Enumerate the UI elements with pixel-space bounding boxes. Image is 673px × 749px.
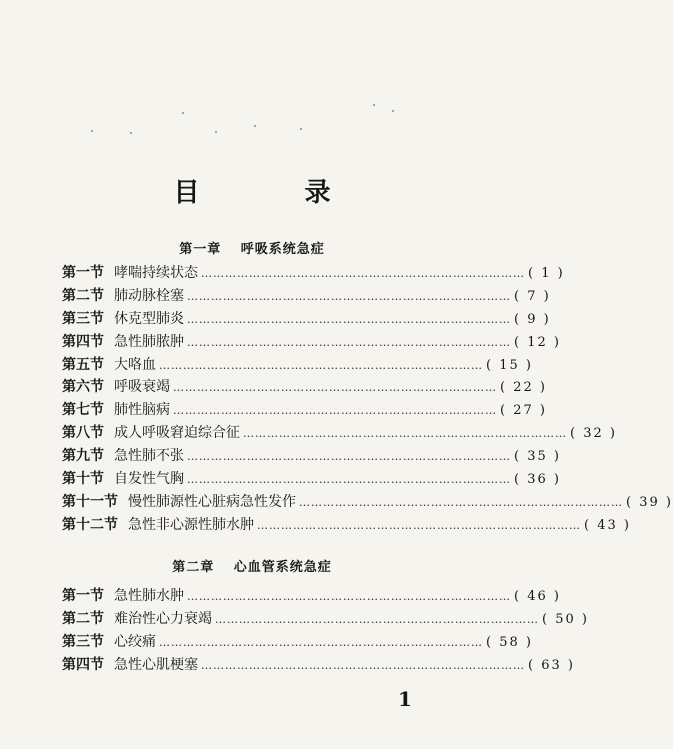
chapter-name: 呼吸系统急症 bbox=[240, 242, 325, 257]
page-number: ( 35 ) bbox=[514, 449, 561, 465]
section-number: 第八节 bbox=[62, 425, 104, 442]
toc-entry[interactable] bbox=[62, 608, 589, 631]
section-number: 第七节 bbox=[62, 402, 104, 419]
section-title: 急性非心源性肺水肿 bbox=[128, 516, 254, 533]
toc-entry[interactable] bbox=[62, 376, 547, 399]
page-number: ( 12 ) bbox=[514, 334, 561, 350]
page-number: ( 50 ) bbox=[542, 611, 589, 627]
section-title: 休克型肺炎 bbox=[114, 310, 184, 327]
chapter-heading-1 bbox=[0, 238, 504, 257]
section-number: 第六节 bbox=[62, 379, 104, 396]
section-number: 第五节 bbox=[62, 356, 104, 373]
page-number: ( 27 ) bbox=[500, 403, 547, 419]
section-number: 第九节 bbox=[62, 448, 104, 465]
toc-entry[interactable] bbox=[62, 308, 551, 331]
section-number: 第二节 bbox=[62, 287, 104, 304]
page-number: ( 63 ) bbox=[528, 657, 575, 673]
scan-speck bbox=[300, 128, 302, 130]
scan-speck bbox=[215, 131, 217, 133]
section-title: 肺性脑病 bbox=[114, 402, 170, 419]
scan-speck bbox=[182, 112, 184, 114]
toc-entry[interactable] bbox=[62, 491, 673, 514]
folio-number: 1 bbox=[398, 687, 412, 711]
dot-leader: ……………………………………………………………………… bbox=[187, 473, 511, 487]
page-title: 目 录 bbox=[173, 178, 379, 208]
dot-leader: ……………………………………………………………………… bbox=[187, 590, 511, 603]
section-title: 肺动脉栓塞 bbox=[114, 287, 184, 304]
page-number: ( 46 ) bbox=[514, 589, 561, 604]
toc-entry[interactable] bbox=[62, 514, 631, 537]
page-number: ( 58 ) bbox=[486, 634, 533, 650]
toc-entry[interactable] bbox=[62, 468, 561, 491]
page-number: ( 7 ) bbox=[514, 288, 551, 304]
dot-leader: ……………………………………………………………………… bbox=[159, 635, 483, 649]
section-number: 第三节 bbox=[62, 310, 104, 327]
section-number: 第十节 bbox=[62, 471, 104, 488]
scan-speck bbox=[130, 132, 132, 134]
section-title: 成人呼吸窘迫综合征 bbox=[114, 425, 240, 442]
dot-leader: ……………………………………………………………………… bbox=[243, 427, 567, 441]
toc-entry[interactable] bbox=[62, 654, 575, 677]
dot-leader: ……………………………………………………………………… bbox=[173, 404, 497, 418]
section-number: 第一节 bbox=[62, 265, 104, 281]
page-number: ( 1 ) bbox=[528, 266, 565, 281]
toc-entry[interactable] bbox=[62, 422, 617, 445]
section-number: 第十二节 bbox=[62, 516, 118, 533]
section-title: 急性肺脓肿 bbox=[114, 333, 184, 350]
page-number: ( 32 ) bbox=[570, 426, 617, 442]
toc-entry[interactable] bbox=[62, 399, 547, 422]
section-title: 急性心肌梗塞 bbox=[114, 656, 198, 673]
toc-entry[interactable] bbox=[62, 262, 565, 285]
section-title: 哮喘持续状态 bbox=[114, 265, 198, 281]
scan-speck bbox=[373, 104, 375, 106]
section-number: 第一节 bbox=[62, 588, 104, 604]
scan-speck bbox=[254, 125, 256, 127]
page-number: ( 36 ) bbox=[514, 472, 561, 488]
chapter-number: 第一章 bbox=[179, 242, 222, 257]
dot-leader: ……………………………………………………………………… bbox=[187, 450, 511, 464]
dot-leader: ……………………………………………………………………… bbox=[159, 358, 483, 372]
section-title: 急性肺水肿 bbox=[114, 588, 184, 604]
dot-leader: ……………………………………………………………………… bbox=[187, 312, 511, 326]
dot-leader: ……………………………………………………………………… bbox=[187, 289, 511, 303]
section-number: 第二节 bbox=[62, 610, 104, 627]
page-number: ( 22 ) bbox=[500, 380, 547, 396]
section-title: 难治性心力衰竭 bbox=[114, 610, 212, 627]
toc-entry[interactable] bbox=[62, 354, 533, 377]
section-title: 大咯血 bbox=[114, 356, 156, 373]
dot-leader: ……………………………………………………………………… bbox=[215, 612, 539, 626]
section-title: 呼吸衰竭 bbox=[114, 379, 170, 396]
toc-entry[interactable] bbox=[62, 285, 551, 308]
toc-entry[interactable] bbox=[62, 585, 561, 608]
section-title: 慢性肺源性心脏病急性发作 bbox=[128, 493, 296, 510]
section-title: 急性肺不张 bbox=[114, 448, 184, 465]
dot-leader: ……………………………………………………………………… bbox=[299, 495, 623, 509]
section-number: 第十一节 bbox=[62, 493, 118, 510]
scan-speck bbox=[392, 110, 394, 112]
page-number: ( 39 ) bbox=[626, 494, 673, 510]
chapter-heading-2 bbox=[0, 556, 504, 575]
toc-entry[interactable] bbox=[62, 631, 533, 654]
section-title: 心绞痛 bbox=[114, 633, 156, 650]
dot-leader: ……………………………………………………………………… bbox=[187, 335, 511, 349]
toc-entry[interactable] bbox=[62, 331, 561, 354]
chapter-name: 心血管系统急症 bbox=[233, 560, 332, 575]
section-number: 第四节 bbox=[62, 656, 104, 673]
section-number: 第四节 bbox=[62, 333, 104, 350]
section-number: 第三节 bbox=[62, 633, 104, 650]
toc-entry[interactable] bbox=[62, 445, 561, 468]
scan-speck bbox=[91, 130, 93, 132]
dot-leader: ……………………………………………………………………… bbox=[201, 658, 525, 672]
page-number: ( 15 ) bbox=[486, 357, 533, 373]
chapter-number: 第二章 bbox=[172, 560, 215, 575]
dot-leader: ……………………………………………………………………… bbox=[173, 381, 497, 395]
section-title: 自发性气胸 bbox=[114, 471, 184, 488]
dot-leader: ……………………………………………………………………… bbox=[257, 518, 581, 532]
toc-list-chapter-1 bbox=[62, 262, 673, 537]
page-number: ( 9 ) bbox=[514, 311, 551, 327]
page-number: ( 43 ) bbox=[584, 517, 631, 533]
dot-leader: ……………………………………………………………………… bbox=[201, 267, 525, 280]
toc-list-chapter-2 bbox=[62, 585, 589, 677]
